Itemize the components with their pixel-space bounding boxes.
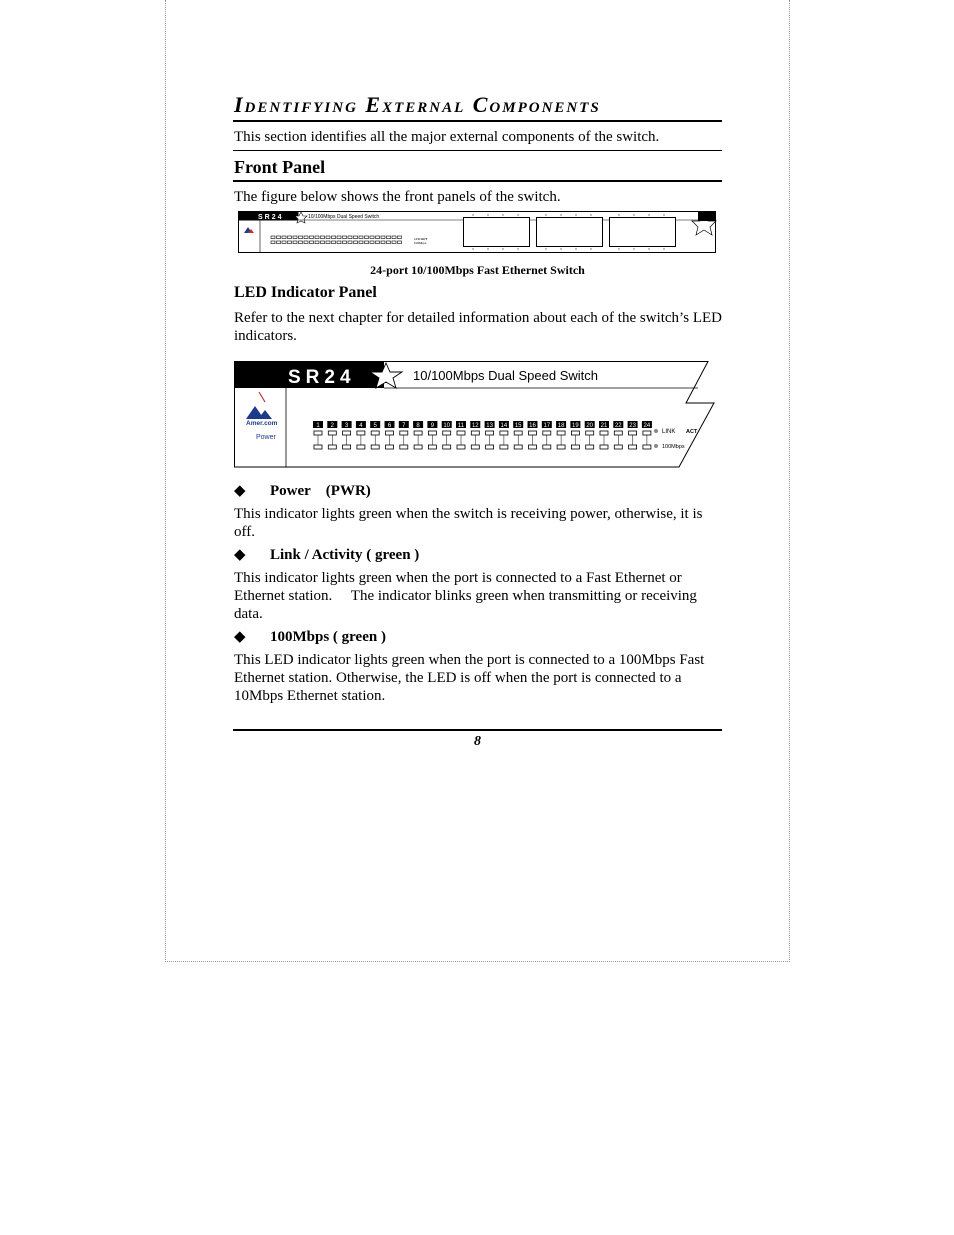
module-marker [633,214,634,215]
front-panel-led [326,236,330,239]
amer-logo-text: Amer.com [246,420,278,427]
speed-led [314,445,322,449]
port-module-1 [464,218,530,247]
port-led-11 [456,421,466,449]
port-led-17 [542,421,552,449]
link-led [486,431,494,435]
port-number: 22 [614,423,622,429]
front-panel-led [321,236,325,239]
link-led [514,431,522,435]
front-panel-led [315,241,319,244]
link-led [457,431,465,435]
port-led-14 [499,421,509,449]
module-marker [590,214,591,215]
module-marker [560,214,561,215]
speed-led [586,445,594,449]
speed-led [486,445,494,449]
link-led [571,431,579,435]
front-panel-led [365,236,369,239]
port-led-23 [628,421,638,449]
indicator-text: This indicator lights green when the switch is receiving power, otherwise, it is off. [234,506,703,540]
port-led-1 [313,421,323,449]
module-marker [618,248,619,249]
link-led [500,431,508,435]
port-led-4 [356,421,366,449]
link-led [443,431,451,435]
indicator-list [233,482,722,705]
front-panel-caption: 24-port 10/100Mbps Fast Ethernet Switch [370,263,585,277]
port-number: 18 [557,423,565,429]
port-led-13 [485,421,495,449]
front-panel-led [376,236,380,239]
front-panel-led [370,241,374,244]
port-number: 2 [330,423,334,429]
link-led [414,431,422,435]
front-panel-led [326,241,330,244]
front-panel-led [315,236,319,239]
link-led [357,431,365,435]
section-title: Identifying External Components [233,92,722,122]
led-panel-figure [234,361,722,474]
port-led-10 [442,421,452,449]
footer-rule [233,729,722,731]
module-marker [648,248,649,249]
front-panel-figure [238,211,722,259]
link-led [471,431,479,435]
speed-led [400,445,408,449]
port-led-5 [370,421,380,449]
speed-led [414,445,422,449]
link-led [557,431,565,435]
link-led [629,431,637,435]
module-marker [472,214,473,215]
front-panel-text: The figure below shows the front panels of the switch. [234,189,561,205]
front-panel-heading: Front Panel [233,151,722,182]
front-panel-led [310,241,314,244]
module-marker [502,248,503,249]
module-marker [560,248,561,249]
led-panel-brand: SR24 [288,367,356,388]
port-number: 12 [471,423,479,429]
module-marker [633,248,634,249]
link-led [386,431,394,435]
page-number: 8 [474,734,481,749]
link-led [428,431,436,435]
port-led-20 [585,421,595,449]
front-panel-led [359,241,363,244]
front-panel-link-label: LINK [414,237,421,241]
port-number: 14 [500,423,508,429]
port-led-12 [470,421,480,449]
section-intro: This section identifies all the major external components of the switch. [233,122,722,151]
port-led-18 [556,421,566,449]
speed-led [328,445,336,449]
port-number: 23 [629,423,636,429]
link-led [371,431,379,435]
front-panel-led [293,241,297,244]
front-panel-model: 10/100Mbps Dual Speed Switch [308,214,380,220]
front-panel-led [288,236,292,239]
link-led [400,431,408,435]
port-number: 6 [387,423,392,429]
speed-led [343,445,351,449]
link-led [586,431,594,435]
module-marker [517,214,518,215]
front-panel-led [370,236,374,239]
port-led-2 [327,421,337,449]
front-panel-led [277,236,281,239]
indicator-text: This LED indicator lights green when the port is connected to a 100Mbps Fast Ethernet station. Otherwise, the LED is off when the port is connected to a 10Mbps Ethernet station. [234,652,705,704]
front-panel-led [398,236,402,239]
indicator-title: ◆ Power (PWR) [234,483,371,499]
module-marker [502,214,503,215]
port-module-3 [610,218,676,247]
front-panel-led [282,236,286,239]
front-panel-led [282,241,286,244]
speed-led [529,445,537,449]
port-number: 8 [416,423,420,429]
port-led-22 [613,421,623,449]
module-marker [517,248,518,249]
indicator-title: ◆ Link / Activity ( green ) [234,547,420,563]
front-panel-led [299,236,303,239]
front-panel-led [337,236,341,239]
speed-label: 100Mbps [662,444,685,450]
port-number: 5 [373,423,377,429]
front-panel-led [277,241,281,244]
front-panel-svg [238,211,718,254]
port-number: 24 [643,423,651,429]
front-panel-led [271,236,275,239]
link-led [314,431,322,435]
front-panel-brand: SR24 [258,214,284,221]
port-led-24 [642,421,652,449]
port-number: 1 [316,423,320,429]
speed-led [500,445,508,449]
front-panel-led [376,241,380,244]
front-panel-speed-label: 100Mbps [414,241,427,245]
led-panel-model: 10/100Mbps Dual Speed Switch [413,368,599,383]
port-led-8 [413,421,423,449]
front-panel-led [332,236,336,239]
front-panel-led [381,236,385,239]
port-number: 4 [359,423,363,429]
speed-led [614,445,622,449]
port-number: 3 [344,423,349,429]
speed-led [514,445,522,449]
front-panel-led [304,236,308,239]
port-module-2 [537,218,603,247]
module-marker [663,214,664,215]
port-led-15 [513,421,523,449]
port-led-21 [599,421,609,449]
front-panel-led [343,236,347,239]
module-marker [472,248,473,249]
port-number: 20 [586,423,594,429]
front-panel-led [337,241,341,244]
front-panel-led [359,236,363,239]
module-marker [575,214,576,215]
link-led [643,431,651,435]
speed-led [629,445,637,449]
speed-led [357,445,365,449]
front-panel-led [354,241,358,244]
front-panel-led [293,236,297,239]
page-content [233,92,722,705]
speed-led [557,445,565,449]
front-panel-led [392,241,396,244]
port-number: 17 [543,423,551,429]
led-panel-text: Refer to the next chapter for detailed information about each of the switch’s LED indicators. [234,310,722,344]
indicator-100mbps [233,628,722,705]
speed-led [643,445,651,449]
port-number: 15 [514,423,522,429]
diamond-bullet-icon: ◆ [234,629,246,645]
speed-led [443,445,451,449]
front-panel-led [332,241,336,244]
speed-led [386,445,394,449]
front-panel-led [299,241,303,244]
front-panel-led [348,236,352,239]
port-led-19 [570,421,580,449]
link-led [543,431,551,435]
speed-led [457,445,465,449]
front-panel-led [343,241,347,244]
speed-led [471,445,479,449]
front-panel-led [387,236,391,239]
speed-led [543,445,551,449]
link-label: LINK [662,429,676,435]
module-marker [545,214,546,215]
port-number: 16 [529,423,536,429]
link-led [614,431,622,435]
link-led [328,431,336,435]
speed-led [571,445,579,449]
port-led-3 [342,421,352,449]
module-marker [648,214,649,215]
led-panel-heading: LED Indicator Panel [234,284,377,301]
act-label: ACT [686,429,698,435]
speed-led [371,445,379,449]
led-panel-svg [234,361,716,469]
front-panel-led [354,236,358,239]
front-panel-act-label: ACT [421,237,428,241]
port-number: 7 [402,423,406,429]
port-number: 9 [430,423,435,429]
indicator-link-activity [233,546,722,623]
link-led [343,431,351,435]
power-label: Power [256,434,276,441]
front-panel-led [392,236,396,239]
port-led-16 [528,421,538,449]
speed-led [428,445,436,449]
speed-led [600,445,608,449]
module-marker [590,248,591,249]
front-panel-led [387,241,391,244]
indicator-power [233,482,722,541]
module-marker [487,214,488,215]
diamond-bullet-icon: ◆ [234,547,246,563]
port-number: 21 [600,423,608,429]
port-number: 13 [486,423,493,429]
front-panel-led [381,241,385,244]
indicator-text: This indicator lights green when the port is connected to a Fast Ethernet or Ethernet station. The indicator blinks green when transmitting or receiving data. [234,570,697,622]
speed-legend-dot [654,444,658,448]
port-led-9 [427,421,437,449]
module-marker [618,214,619,215]
link-legend-dot [654,429,658,433]
module-marker [487,248,488,249]
port-led-6 [385,421,395,449]
port-led-7 [399,421,409,449]
port-number: 19 [572,423,579,429]
module-marker [575,248,576,249]
link-led [529,431,537,435]
front-panel-led [398,241,402,244]
front-panel-led [348,241,352,244]
front-panel-led [310,236,314,239]
diamond-bullet-icon: ◆ [234,483,246,499]
front-panel-led [321,241,325,244]
port-number: 11 [457,423,465,429]
link-led [600,431,608,435]
front-panel-led [365,241,369,244]
port-number: 10 [443,423,451,429]
module-marker [545,248,546,249]
front-panel-led [304,241,308,244]
front-panel-led [271,241,275,244]
module-marker [663,248,664,249]
indicator-title: ◆ 100Mbps ( green ) [234,629,386,645]
front-panel-led [288,241,292,244]
